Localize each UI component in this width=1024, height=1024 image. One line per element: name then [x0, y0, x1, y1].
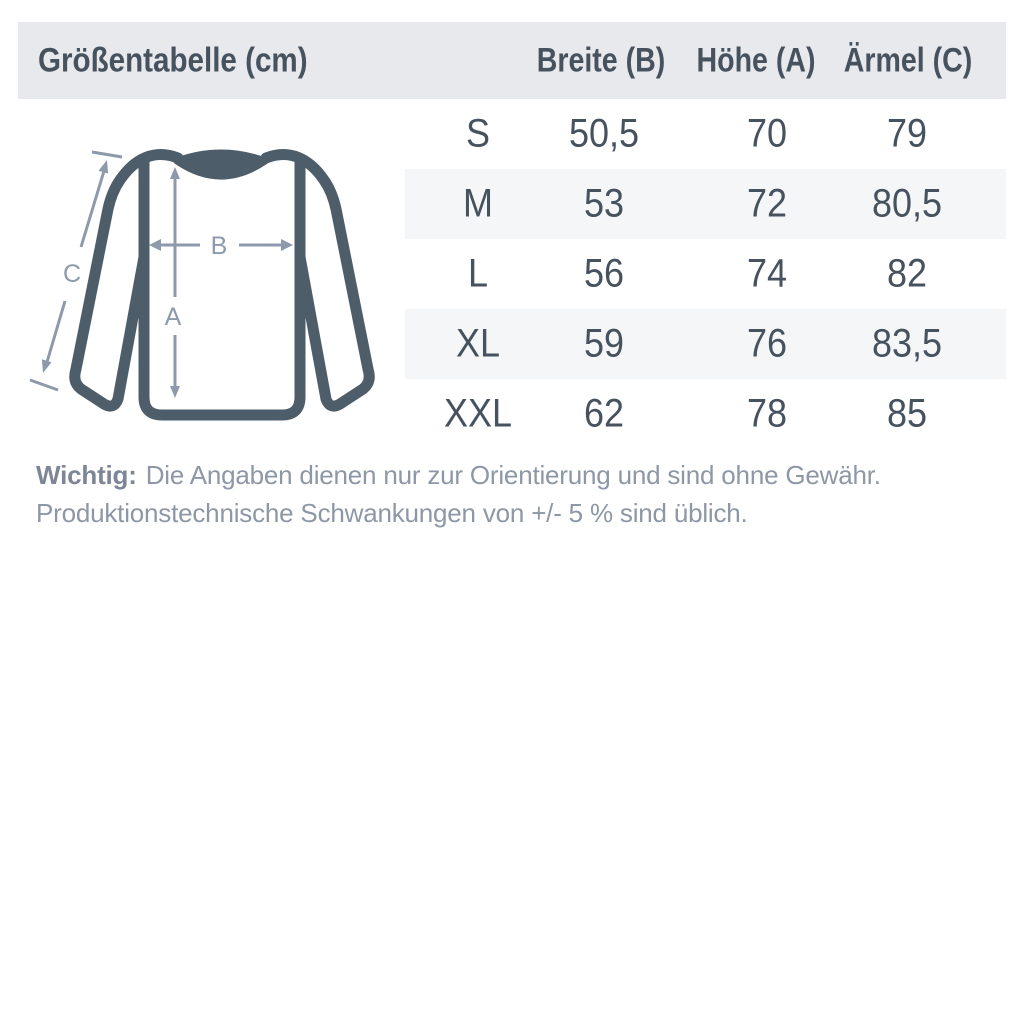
size-cell: S — [465, 111, 491, 156]
width-label: B — [210, 232, 228, 260]
hoehe-cell: 74 — [746, 251, 788, 296]
sweater-outline-icon — [75, 153, 369, 415]
sleeve-label: C — [62, 260, 82, 288]
disclaimer-note — [36, 456, 996, 532]
sweater-measurement-diagram — [20, 125, 410, 445]
breite-cell: 62 — [583, 391, 625, 436]
note-line2: Produktionstechnische Schwankungen von +/- 5 % sind üblich. — [36, 498, 748, 528]
table-row — [405, 239, 1006, 309]
hoehe-cell: 76 — [746, 321, 788, 366]
table-header-bar — [18, 22, 1006, 99]
aermel-cell: 82 — [886, 251, 928, 296]
page-title: Größentabelle (cm) — [38, 41, 308, 79]
table-row — [405, 379, 1006, 449]
breite-cell: 59 — [583, 321, 625, 366]
note-label: Wichtig: — [36, 460, 137, 490]
hoehe-cell: 72 — [746, 181, 788, 226]
aermel-cell: 83,5 — [871, 321, 943, 366]
table-row — [405, 169, 1006, 239]
table-row — [405, 309, 1006, 379]
size-cell: XXL — [443, 391, 513, 436]
size-table-body — [405, 99, 1006, 449]
breite-cell: 50,5 — [568, 111, 640, 156]
table-row — [405, 99, 1006, 169]
height-label: A — [164, 303, 182, 331]
size-cell: L — [467, 251, 489, 296]
hoehe-cell: 70 — [746, 111, 788, 156]
column-header-aermel: Ärmel (C) — [843, 41, 973, 79]
aermel-cell: 80,5 — [871, 181, 943, 226]
height-arrow-icon — [170, 167, 180, 398]
breite-cell: 56 — [583, 251, 625, 296]
hoehe-cell: 78 — [746, 391, 788, 436]
note-line1: Die Angaben dienen nur zur Orientierung und sind ohne Gewähr. — [145, 460, 881, 490]
aermel-cell: 85 — [886, 391, 928, 436]
column-header-breite: Breite (B) — [536, 41, 666, 79]
aermel-cell: 79 — [886, 111, 928, 156]
breite-cell: 53 — [583, 181, 625, 226]
size-cell: M — [463, 181, 493, 226]
size-cell: XL — [455, 321, 501, 366]
column-header-hoehe: Höhe (A) — [696, 41, 816, 79]
